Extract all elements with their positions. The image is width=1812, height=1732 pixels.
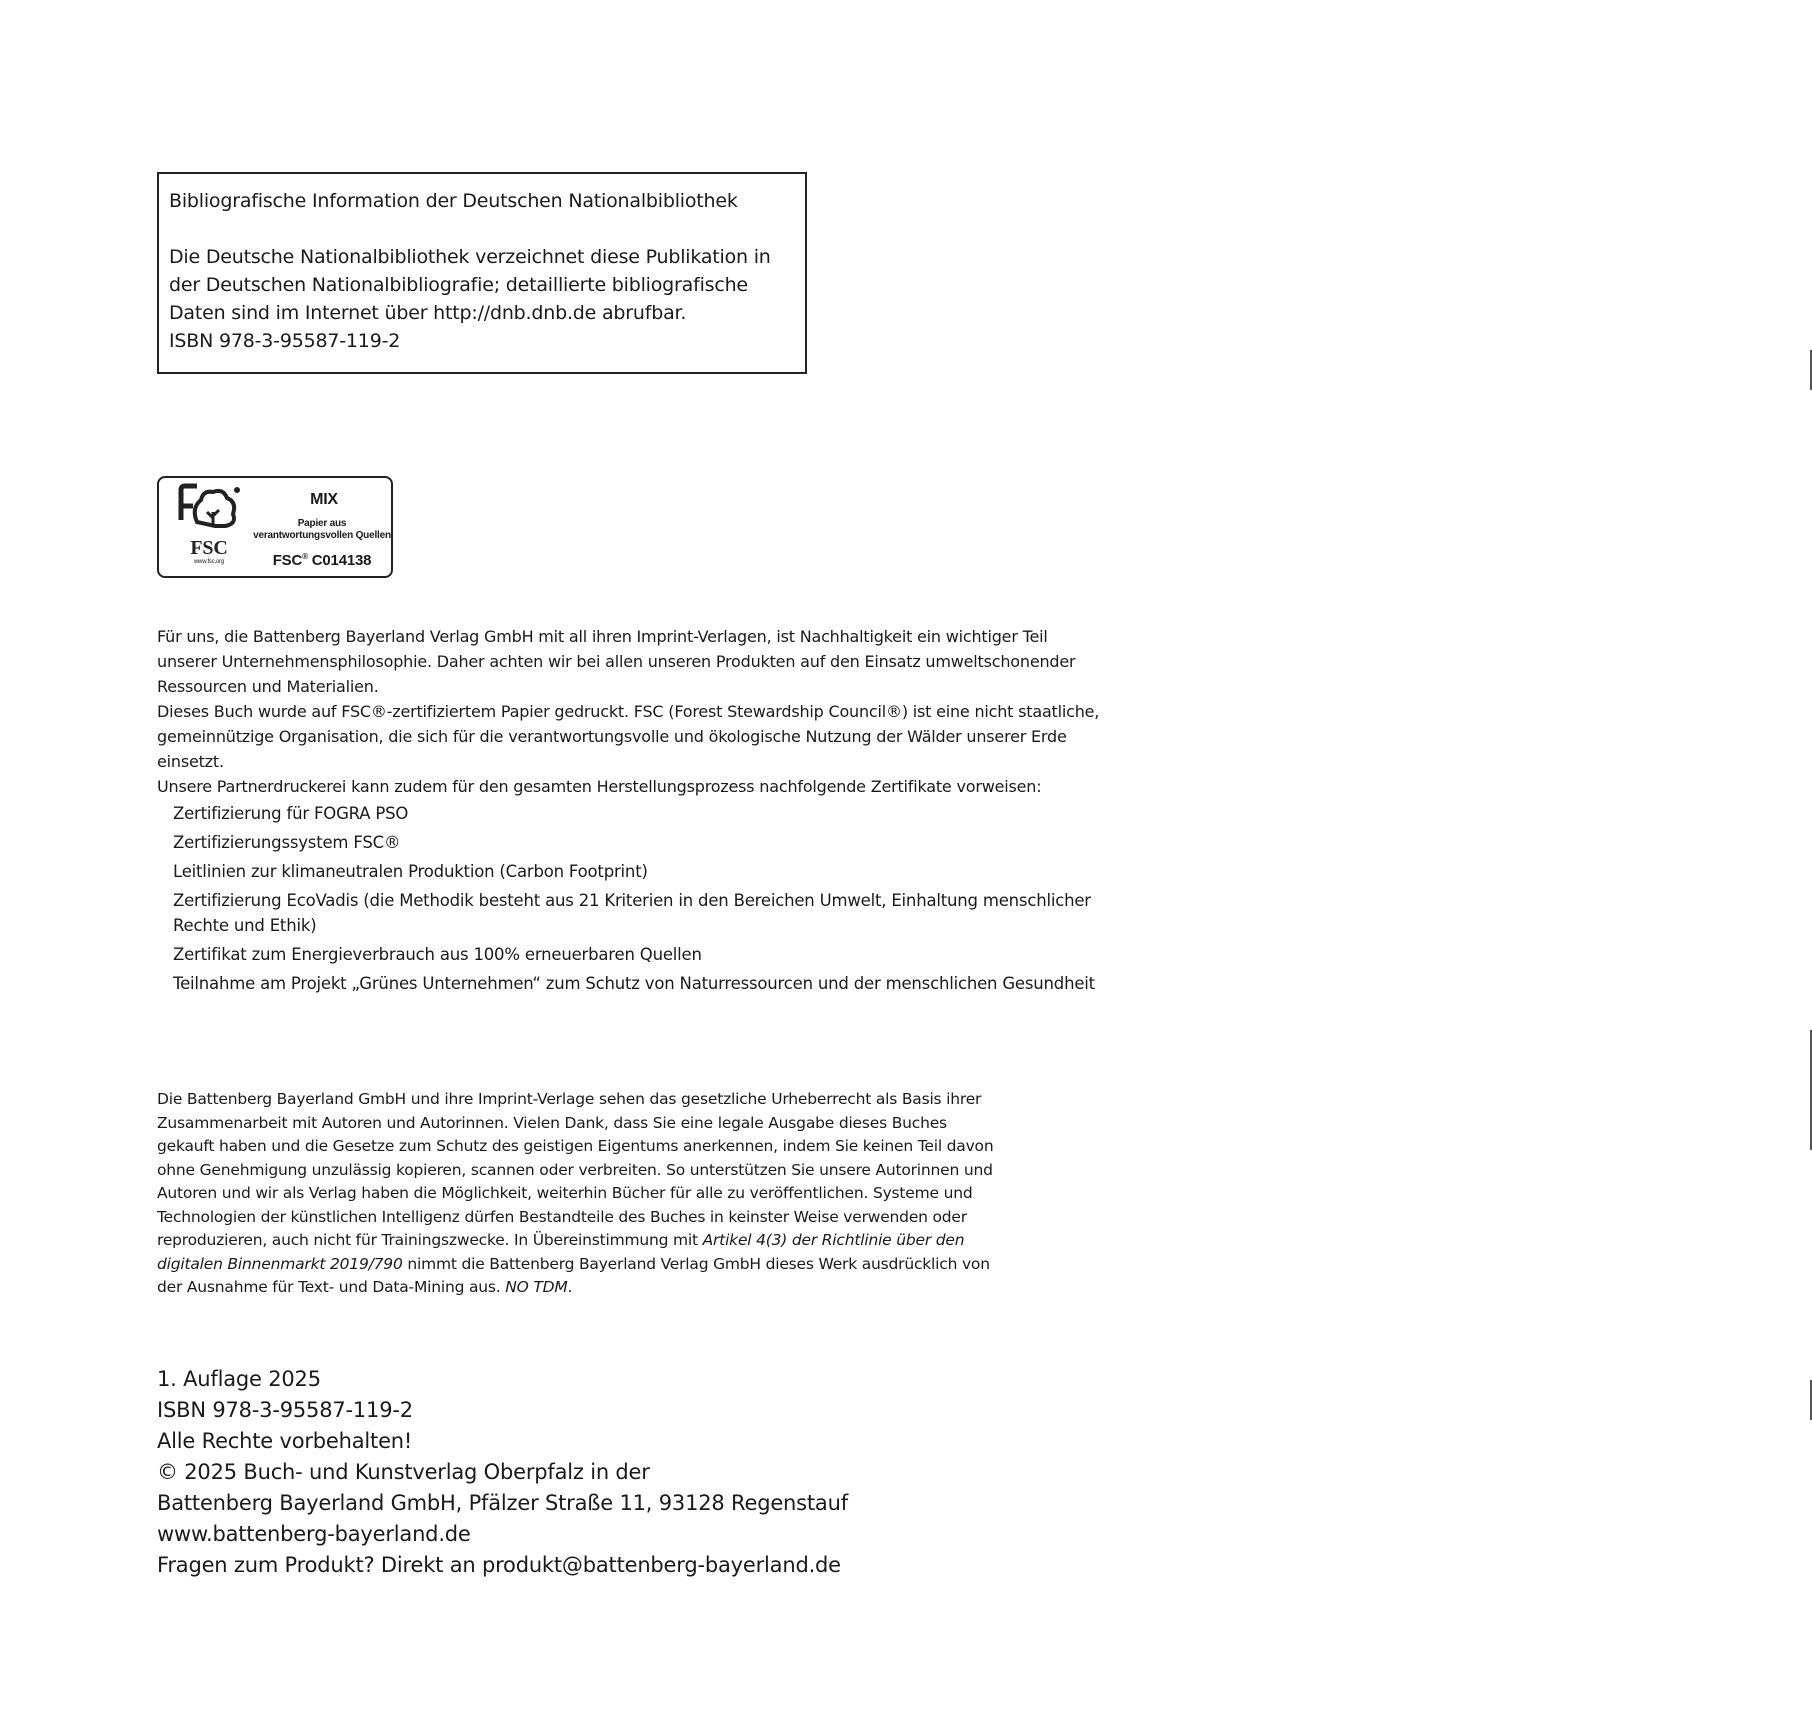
rights-reserved: Alle Rechte vorbehalten!	[157, 1429, 413, 1453]
fsc-url: www.fsc.org	[193, 559, 225, 565]
no-tdm-label: NO TDM	[505, 1278, 568, 1296]
copyright-line-2: Battenberg Bayerland GmbH, Pfälzer Straße 11, 93128 Regenstauf	[157, 1491, 848, 1515]
directive-reference: Artikel 4(3) der Richtlinie über den digitalen Binnenmarkt 2019/790	[157, 1231, 965, 1273]
copyright-notice	[157, 1088, 997, 1300]
list-item: Zertifizierung EcoVadis (die Methodik besteht aus 21 Kriterien in den Bereichen Umwelt, Einhaltung menschlicher Rechte und Ethik)	[173, 891, 1091, 935]
imprint-isbn: ISBN 978-3-95587-119-2	[157, 1398, 413, 1422]
copyright-text-1: Die Battenberg Bayerland GmbH und ihre Imprint-Verlage sehen das gesetzliche Urheberrecht als Basis ihrer Zusammenarbeit mit Autoren und Autorinnen. Vielen Dank, dass Sie eine legale Ausgabe dieses Buches gekauft haben und die Gesetze zum Schutz des geistigen Eigentums anerkennen, indem Sie keinen Teil davon ohne Genehmigung unzulässig kopieren, scannen oder verbreiten. So unterstützen Sie unsere Autorinnen und Autoren und wir als Verlag haben die Möglichkeit, weiterhin Bücher für alle zu veröffentlichen. Systeme und Technologien der künstlichen Intelligenz dürfen Bestandteile des Buches in keinster Weise verwenden oder reproduzieren, auch nicht für Trainingszwecke. In Übereinstimmung mit	[157, 1090, 994, 1249]
dnb-info-box	[157, 172, 807, 374]
list-item: Zertifikat zum Energieverbrauch aus 100% erneuerbaren Quellen	[173, 945, 702, 964]
fsc-code-prefix: FSC	[272, 552, 303, 569]
edition: 1. Auflage 2025	[157, 1367, 321, 1391]
copyright-text-3: .	[567, 1278, 573, 1296]
fsc-brand-text: FSC	[190, 537, 228, 559]
fsc-description: Papier aus verantwortungsvollen Quellen	[253, 518, 391, 541]
copyright-line-1: © 2025 Buch- und Kunstverlag Oberpfalz in der	[157, 1460, 650, 1484]
certificates-list	[173, 801, 1113, 1000]
fsc-logo	[157, 476, 393, 578]
fsc-mix-label: MIX	[310, 491, 338, 508]
publisher-website: www.battenberg-bayerland.de	[157, 1522, 471, 1546]
sustainability-paragraph-1: Für uns, die Battenberg Bayerland Verlag GmbH mit all ihren Imprint-Verlagen, ist Nachhaltigkeit ein wichtiger Teil unserer Unternehmensphilosophie. Daher achten wir bei allen unseren Produkten auf den Einsatz umweltschonender Ressourcen und Materialien.	[157, 627, 1076, 696]
list-item: Zertifizierungssystem FSC®	[173, 833, 401, 852]
list-item: Zertifizierung für FOGRA PSO	[173, 804, 409, 823]
copyright-text-2: nimmt die Battenberg Bayerland Verlag GmbH dieses Werk ausdrücklich von der Ausnahme für Text- und Data-Mining aus.	[157, 1254, 990, 1296]
product-contact: Fragen zum Produkt? Direkt an produkt@battenberg-bayerland.de	[157, 1553, 841, 1577]
sustainability-paragraph-2: Dieses Buch wurde auf FSC®-zertifiziertem Papier gedruckt. FSC (Forest Stewardship Council®) ist eine nicht staatliche, gemeinnützige Organisation, die sich für die verantwortungsvolle und ökologische Nutzung der Wälder unserer Erde einsetzt.	[157, 702, 1100, 771]
imprint	[157, 1364, 848, 1581]
fsc-license-code: FSC® C014138	[272, 552, 372, 569]
dnb-body: Die Deutsche Nationalbibliothek verzeichnet diese Publikation in der Deutschen Nationalbibliografie; detaillierte bibliografische Daten sind im Internet über http://dnb.dnb.de abrufbar.	[169, 246, 771, 324]
list-item: Teilnahme am Projekt „Grünes Unternehmen“ zum Schutz von Naturressourcen und der menschlichen Gesundheit	[173, 974, 1095, 993]
list-item: Leitlinien zur klimaneutralen Produktion (Carbon Footprint)	[173, 862, 648, 881]
fsc-code-number: C014138	[311, 552, 372, 569]
fsc-tree-icon	[167, 482, 251, 560]
dnb-title: Bibliografische Information der Deutschen Nationalbibliothek	[169, 190, 738, 212]
sustainability-text	[157, 624, 1112, 774]
certificates-intro: Unsere Partnerdruckerei kann zudem für den gesamten Herstellungsprozess nachfolgende Zertifikate vorweisen:	[157, 777, 1042, 796]
dnb-isbn: ISBN 978-3-95587-119-2	[169, 330, 401, 352]
